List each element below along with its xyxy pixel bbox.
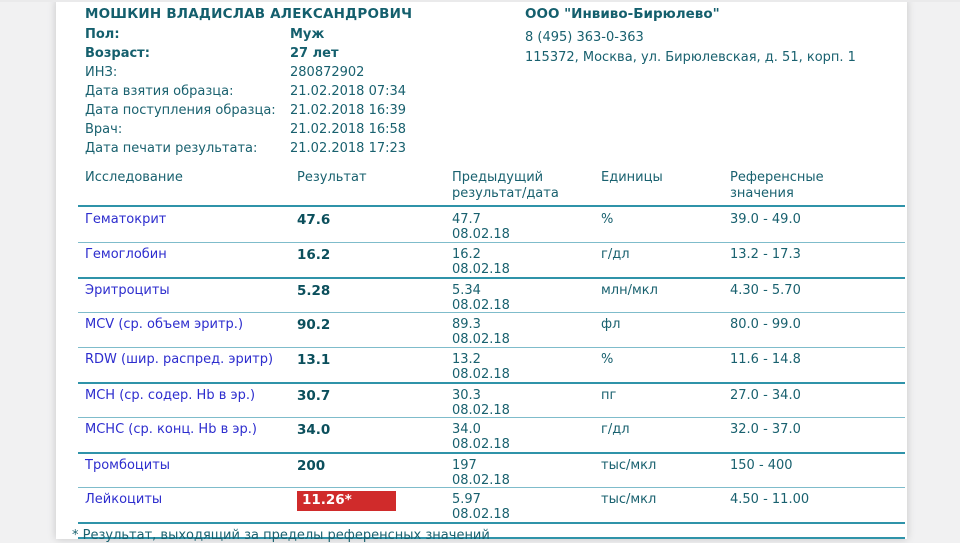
units: г/дл	[601, 422, 630, 437]
previous-result: 89.3	[452, 317, 481, 332]
units: %	[601, 212, 614, 227]
patient-field-label: Дата поступления образца:	[85, 103, 276, 118]
table-row	[78, 312, 905, 347]
patient-field-value: Муж	[290, 27, 325, 42]
header-units: Единицы	[601, 170, 663, 185]
patient-field-row	[85, 141, 406, 160]
patient-field-label: Дата взятия образца:	[85, 84, 234, 99]
results-table	[78, 170, 905, 524]
previous-result: 47.7	[452, 212, 481, 227]
header-reference: Референсные значения	[730, 170, 824, 201]
table-row	[78, 382, 905, 417]
header-test: Исследование	[85, 170, 183, 185]
test-name: МСНС (ср. конц. Hb в эр.)	[85, 422, 257, 437]
patient-field-label: Пол:	[85, 27, 120, 42]
previous-date: 08.02.18	[452, 437, 510, 452]
patient-field-row	[85, 103, 406, 122]
table-row	[78, 207, 905, 242]
test-name: Эритроциты	[85, 283, 170, 298]
patient-field-value: 27 лет	[290, 46, 339, 61]
previous-result: 34.0	[452, 422, 481, 437]
patient-field-label: Врач:	[85, 122, 123, 137]
units: тыс/мкл	[601, 458, 657, 473]
test-name: Гематокрит	[85, 212, 167, 227]
previous-result: 197	[452, 458, 477, 473]
units: млн/мкл	[601, 283, 658, 298]
patient-field-row	[85, 65, 406, 84]
test-name: Гемоглобин	[85, 247, 167, 262]
table-row	[78, 487, 905, 522]
result-value: 34.0	[297, 422, 331, 438]
patient-field-label: ИНЗ:	[85, 65, 118, 80]
previous-date: 08.02.18	[452, 473, 510, 488]
patient-field-label: Дата печати результата:	[85, 141, 258, 156]
lab-name: ООО "Инвиво-Бирюлево"	[525, 6, 720, 22]
table-row	[78, 417, 905, 452]
patient-info-block	[85, 27, 406, 160]
result-value: 5.28	[297, 283, 331, 299]
previous-date: 08.02.18	[452, 332, 510, 347]
reference-range: 32.0 - 37.0	[730, 422, 801, 437]
test-name: RDW (шир. распред. эритр)	[85, 352, 274, 367]
units: тыс/мкл	[601, 492, 657, 507]
patient-field-row	[85, 27, 406, 46]
patient-field-row	[85, 122, 406, 141]
patient-name: МОШКИН ВЛАДИСЛАВ АЛЕКСАНДРОВИЧ	[85, 6, 413, 22]
result-value: 47.6	[297, 212, 331, 228]
patient-field-row	[85, 46, 406, 65]
lab-report-page	[56, 0, 907, 543]
result-value: 90.2	[297, 317, 331, 333]
patient-field-value: 280872902	[290, 65, 365, 80]
footnote: * Результат, выходящий за пределы референсных значений	[72, 528, 490, 543]
table-row	[78, 277, 905, 312]
reference-range: 39.0 - 49.0	[730, 212, 801, 227]
units: фл	[601, 317, 621, 332]
patient-field-value: 21.02.2018 16:58	[290, 122, 407, 137]
test-name: Лейкоциты	[85, 492, 163, 507]
previous-date: 08.02.18	[452, 298, 510, 313]
results-table-header	[78, 170, 905, 207]
patient-field-value: 21.02.2018 16:39	[290, 103, 407, 118]
patient-field-label: Возраст:	[85, 46, 150, 61]
result-value: 200	[297, 458, 326, 474]
units: г/дл	[601, 247, 630, 262]
header-previous-result: Предыдущий результат/дата	[452, 170, 559, 201]
test-name: Тромбоциты	[85, 458, 171, 473]
previous-date: 08.02.18	[452, 403, 510, 418]
patient-field-row	[85, 84, 406, 103]
units: пг	[601, 388, 617, 403]
patient-field-value: 21.02.2018 17:23	[290, 141, 407, 156]
lab-info-block	[525, 6, 856, 68]
test-name: MCV (ср. объем эритр.)	[85, 317, 244, 332]
lab-phone: 8 (495) 363-0-363	[525, 30, 644, 45]
result-value: 13.1	[297, 352, 331, 368]
lab-address: 115372, Москва, ул. Бирюлевская, д. 51, корп. 1	[525, 50, 856, 65]
patient-field-value: 21.02.2018 07:34	[290, 84, 407, 99]
reference-range: 80.0 - 99.0	[730, 317, 801, 332]
units: %	[601, 352, 614, 367]
previous-date: 08.02.18	[452, 367, 510, 382]
previous-result: 13.2	[452, 352, 481, 367]
reference-range: 13.2 - 17.3	[730, 247, 801, 262]
previous-result: 16.2	[452, 247, 481, 262]
table-row	[78, 242, 905, 277]
previous-result: 5.34	[452, 283, 481, 298]
reference-range: 150 - 400	[730, 458, 793, 473]
previous-date: 08.02.18	[452, 227, 510, 242]
test-name: MCH (ср. содер. Hb в эр.)	[85, 388, 256, 403]
reference-range: 27.0 - 34.0	[730, 388, 801, 403]
header-result: Результат	[297, 170, 367, 185]
result-value: 30.7	[297, 388, 331, 404]
table-row	[78, 452, 905, 487]
previous-result: 5.97	[452, 492, 481, 507]
reference-range: 11.6 - 14.8	[730, 352, 801, 367]
results-rows	[78, 207, 905, 524]
result-value: 16.2	[297, 247, 331, 263]
result-value: 11.26*	[297, 491, 396, 511]
table-row	[78, 347, 905, 382]
previous-date: 08.02.18	[452, 262, 510, 277]
reference-range: 4.30 - 5.70	[730, 283, 801, 298]
reference-range: 4.50 - 11.00	[730, 492, 810, 507]
previous-result: 30.3	[452, 388, 481, 403]
previous-date: 08.02.18	[452, 507, 510, 522]
